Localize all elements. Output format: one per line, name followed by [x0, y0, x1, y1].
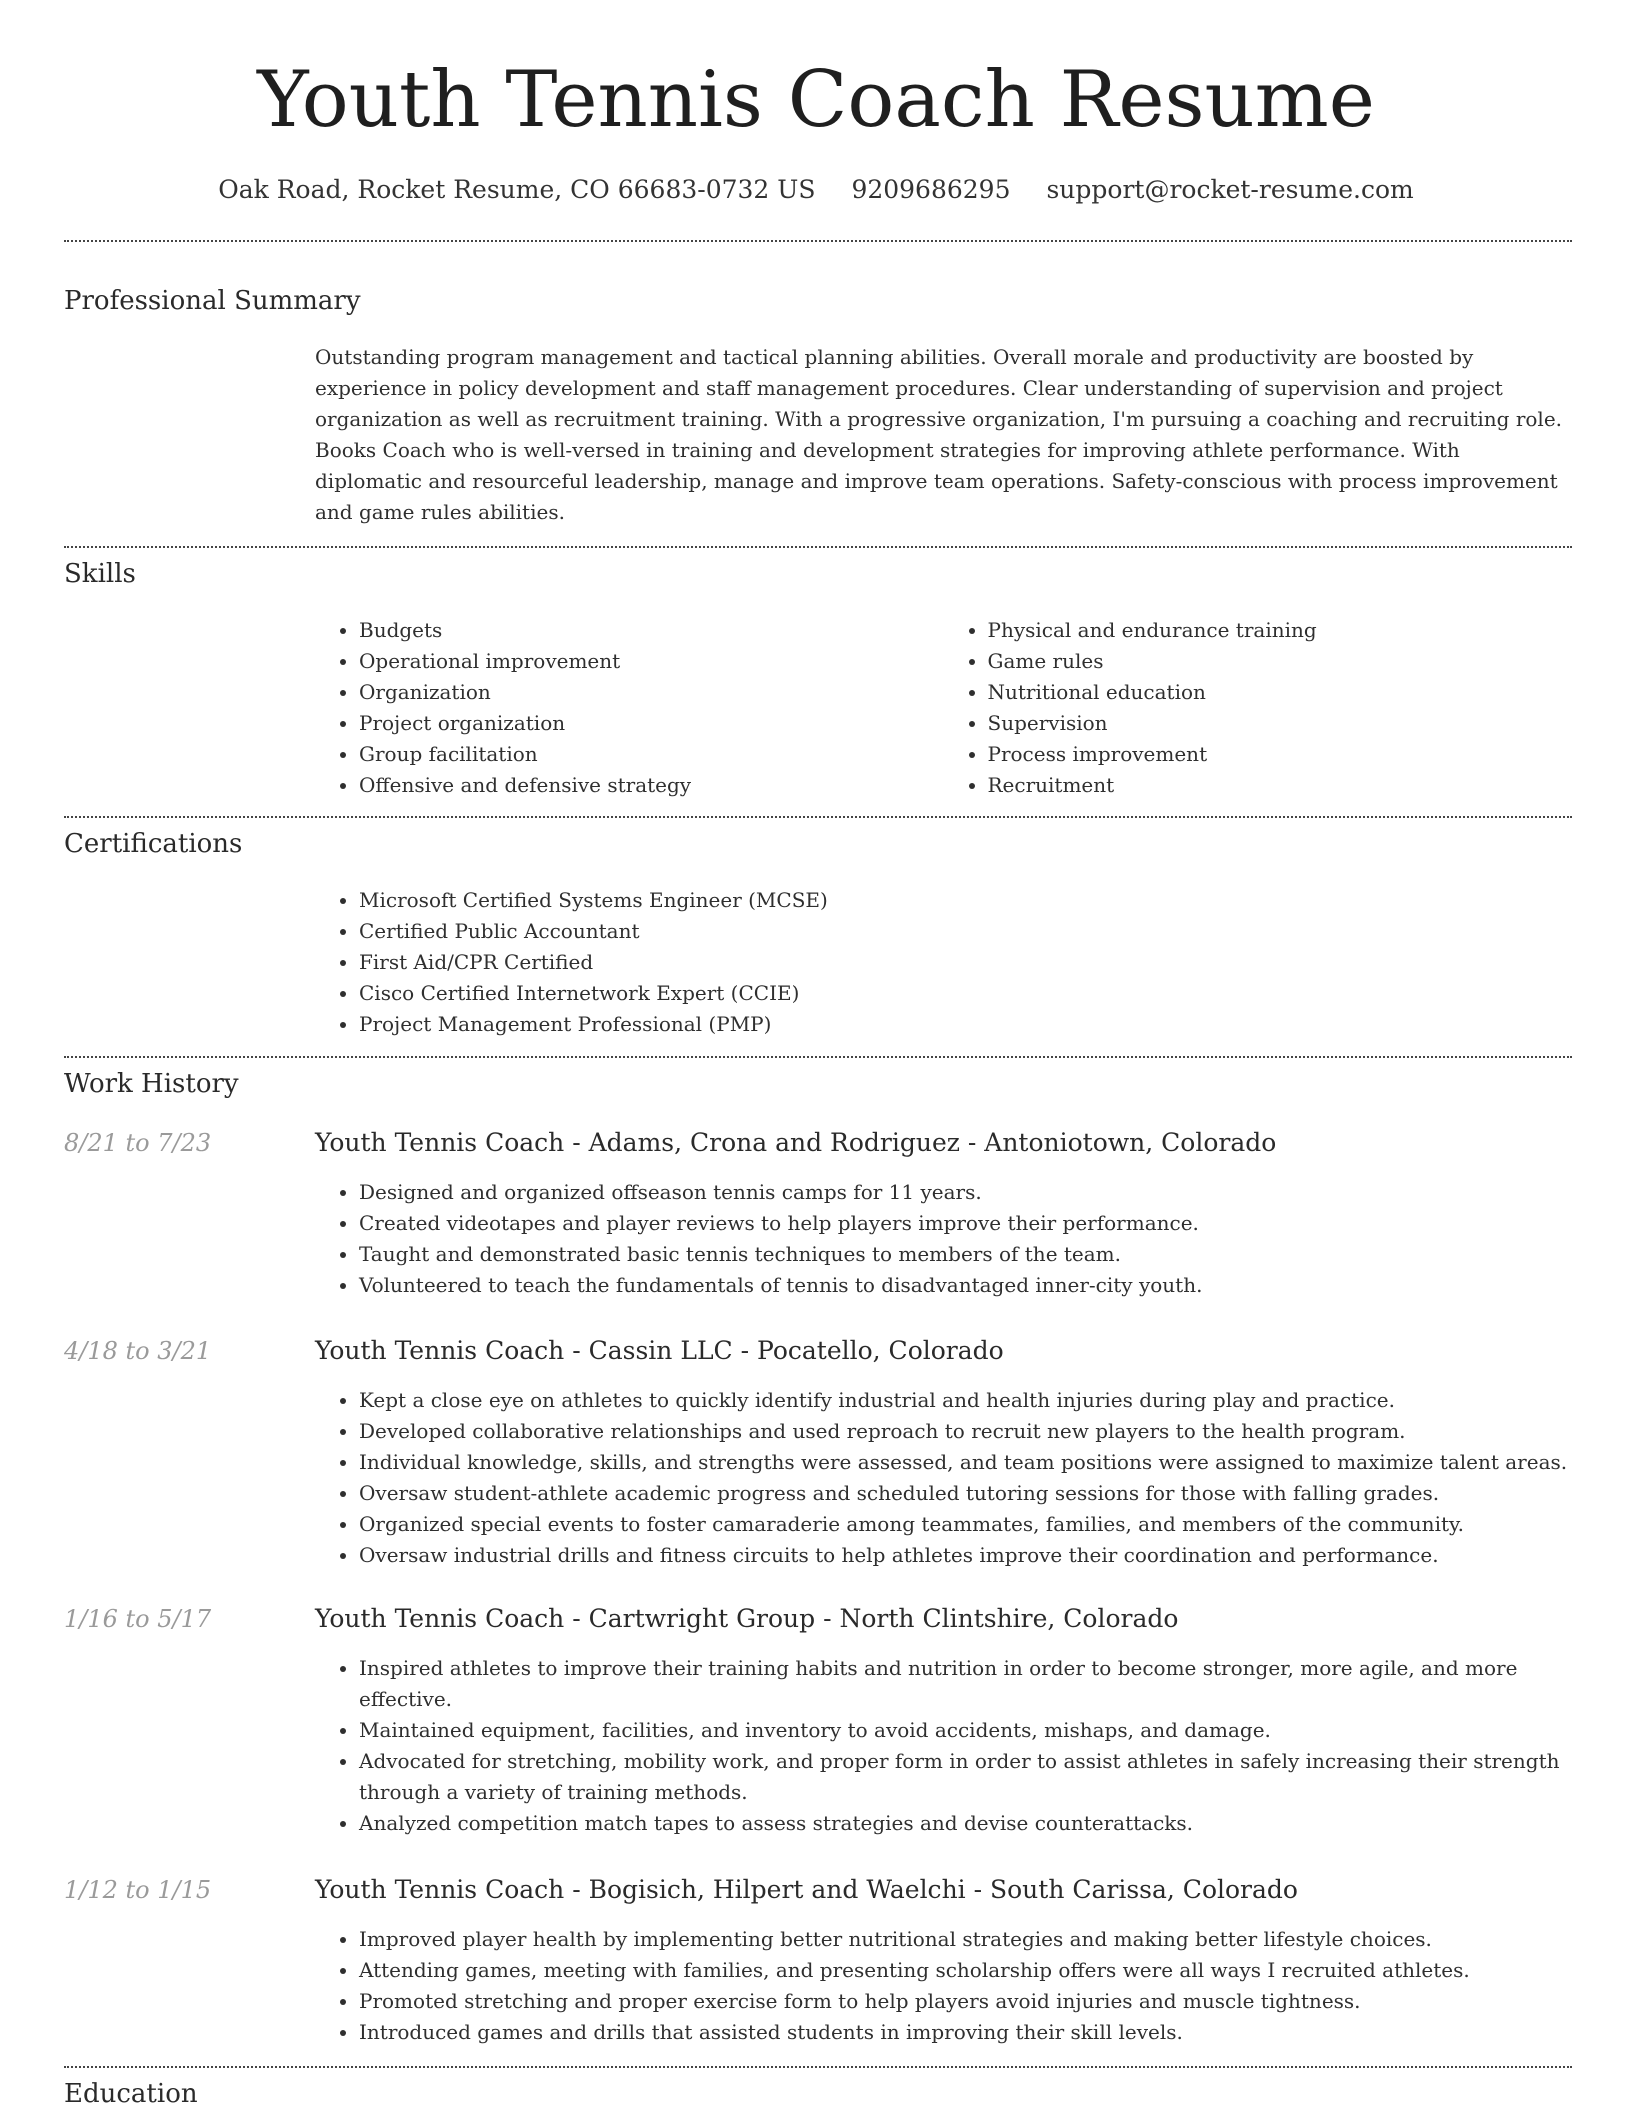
job-bullets	[315, 1177, 1572, 1301]
job-date: 1/12 to 1/15	[64, 1876, 212, 1904]
skill-item: • Nutritional education	[988, 677, 1573, 708]
job-bullet: • Improved player health by implementing better nutritional strategies and making better lifestyle choices.	[359, 1924, 1572, 1955]
job-bullet: • Individual knowledge, skills, and strengths were assessed, and team positions were assigned to maximize talent areas.	[359, 1447, 1572, 1478]
job-date: 8/21 to 7/23	[64, 1129, 212, 1157]
divider	[64, 1056, 1572, 1058]
summary-text: Outstanding program management and tactical planning abilities. Overall morale and productivity are boosted by experience in policy development and staff management procedures. Clear understanding of supervision and project organization as well as recruitment training. With a progressive organization, I'm pursuing a coaching and recruiting role. Books Coach who is well-versed in training and development strategies for improving athlete performance. With diplomatic and resourceful leadership, manage and improve team operations. Safety-conscious with process improvement and game rules abilities.	[315, 345, 1563, 524]
job-details	[315, 1177, 1572, 1301]
certifications-list	[315, 885, 1572, 1040]
skill-item: • Project organization	[359, 708, 944, 739]
contact-email: support@rocket-resume.com	[1046, 175, 1414, 204]
skills-block	[315, 615, 1572, 801]
job-details	[315, 1385, 1572, 1571]
skill-item: • Group facilitation	[359, 739, 944, 770]
skill-item: • Recruitment	[988, 770, 1573, 801]
certification-item: • First Aid/CPR Certified	[359, 947, 1572, 978]
skill-item: • Operational improvement	[359, 646, 944, 677]
job-bullet: • Oversaw student-athlete academic progress and scheduled tutoring sessions for those with falling grades.	[359, 1478, 1572, 1509]
section-title-summary: Professional Summary	[64, 286, 361, 316]
certification-item: • Microsoft Certified Systems Engineer (MCSE)	[359, 885, 1572, 916]
job-bullets	[315, 1385, 1572, 1571]
job-date: 1/16 to 5/17	[64, 1605, 212, 1633]
skill-item: • Offensive and defensive strategy	[359, 770, 944, 801]
skill-item: • Game rules	[988, 646, 1573, 677]
section-title-education: Education	[64, 2079, 198, 2109]
job-details	[315, 1653, 1572, 1839]
skill-item: • Supervision	[988, 708, 1573, 739]
job-bullet: • Oversaw industrial drills and fitness circuits to help athletes improve their coordination and performance.	[359, 1540, 1572, 1571]
job-title: Youth Tennis Coach - Cartwright Group - North Clintshire, Colorado	[315, 1604, 1179, 1633]
certification-item: • Certified Public Accountant	[359, 916, 1572, 947]
divider	[64, 546, 1572, 548]
certifications-block	[315, 885, 1572, 1040]
job-bullet: • Taught and demonstrated basic tennis techniques to members of the team.	[359, 1239, 1572, 1270]
job-bullet: • Advocated for stretching, mobility work, and proper form in order to assist athletes in safely increasing their strength through a variety of training methods.	[359, 1746, 1572, 1808]
certification-item: • Cisco Certified Internetwork Expert (CCIE)	[359, 978, 1572, 1009]
skill-item: • Budgets	[359, 615, 944, 646]
divider	[64, 240, 1572, 242]
job-bullet: • Promoted stretching and proper exercise form to help players avoid injuries and muscle tightness.	[359, 1986, 1572, 2017]
job-bullet: • Organized special events to foster camaraderie among teammates, families, and members of the community.	[359, 1509, 1572, 1540]
job-bullet: • Introduced games and drills that assisted students in improving their skill levels.	[359, 2017, 1572, 2048]
contact-line	[0, 170, 1632, 210]
job-bullet: • Designed and organized offseason tennis camps for 11 years.	[359, 1177, 1572, 1208]
summary-block	[315, 342, 1572, 528]
contact-address: Oak Road, Rocket Resume, CO 66683-0732 US	[218, 175, 816, 204]
job-title: Youth Tennis Coach - Adams, Crona and Rodriguez - Antoniotown, Colorado	[315, 1128, 1277, 1157]
job-bullet: • Attending games, meeting with families, and presenting scholarship offers were all ways I recruited athletes.	[359, 1955, 1572, 1986]
job-date: 4/18 to 3/21	[64, 1337, 212, 1365]
job-bullets	[315, 1653, 1572, 1839]
job-details	[315, 1924, 1572, 2048]
job-title: Youth Tennis Coach - Bogisich, Hilpert and Waelchi - South Carissa, Colorado	[315, 1875, 1298, 1904]
job-bullet: • Inspired athletes to improve their training habits and nutrition in order to become stronger, more agile, and more effective.	[359, 1653, 1572, 1715]
skill-item: • Physical and endurance training	[988, 615, 1573, 646]
section-title-skills: Skills	[64, 559, 136, 589]
job-bullet: • Analyzed competition match tapes to assess strategies and devise counterattacks.	[359, 1808, 1572, 1839]
contact-phone: 9209686295	[851, 175, 1011, 204]
skill-item: • Organization	[359, 677, 944, 708]
job-bullet: • Kept a close eye on athletes to quickly identify industrial and health injuries during play and practice.	[359, 1385, 1572, 1416]
job-bullet: • Created videotapes and player reviews to help players improve their performance.	[359, 1208, 1572, 1239]
section-title-work-history: Work History	[64, 1069, 239, 1099]
section-title-certifications: Certifications	[64, 829, 243, 859]
job-bullets	[315, 1924, 1572, 2048]
job-bullet: • Volunteered to teach the fundamentals of tennis to disadvantaged inner-city youth.	[359, 1270, 1572, 1301]
divider	[64, 816, 1572, 818]
skills-list-left	[315, 615, 944, 801]
skill-item: • Process improvement	[988, 739, 1573, 770]
skills-list-right	[944, 615, 1573, 801]
job-bullet: • Maintained equipment, facilities, and inventory to avoid accidents, mishaps, and damage.	[359, 1715, 1572, 1746]
job-title: Youth Tennis Coach - Cassin LLC - Pocatello, Colorado	[315, 1336, 1004, 1365]
divider	[64, 2066, 1572, 2068]
resume-title: Youth Tennis Coach Resume	[257, 55, 1375, 145]
certification-item: • Project Management Professional (PMP)	[359, 1009, 1572, 1040]
job-bullet: • Developed collaborative relationships and used reproach to recruit new players to the health program.	[359, 1416, 1572, 1447]
